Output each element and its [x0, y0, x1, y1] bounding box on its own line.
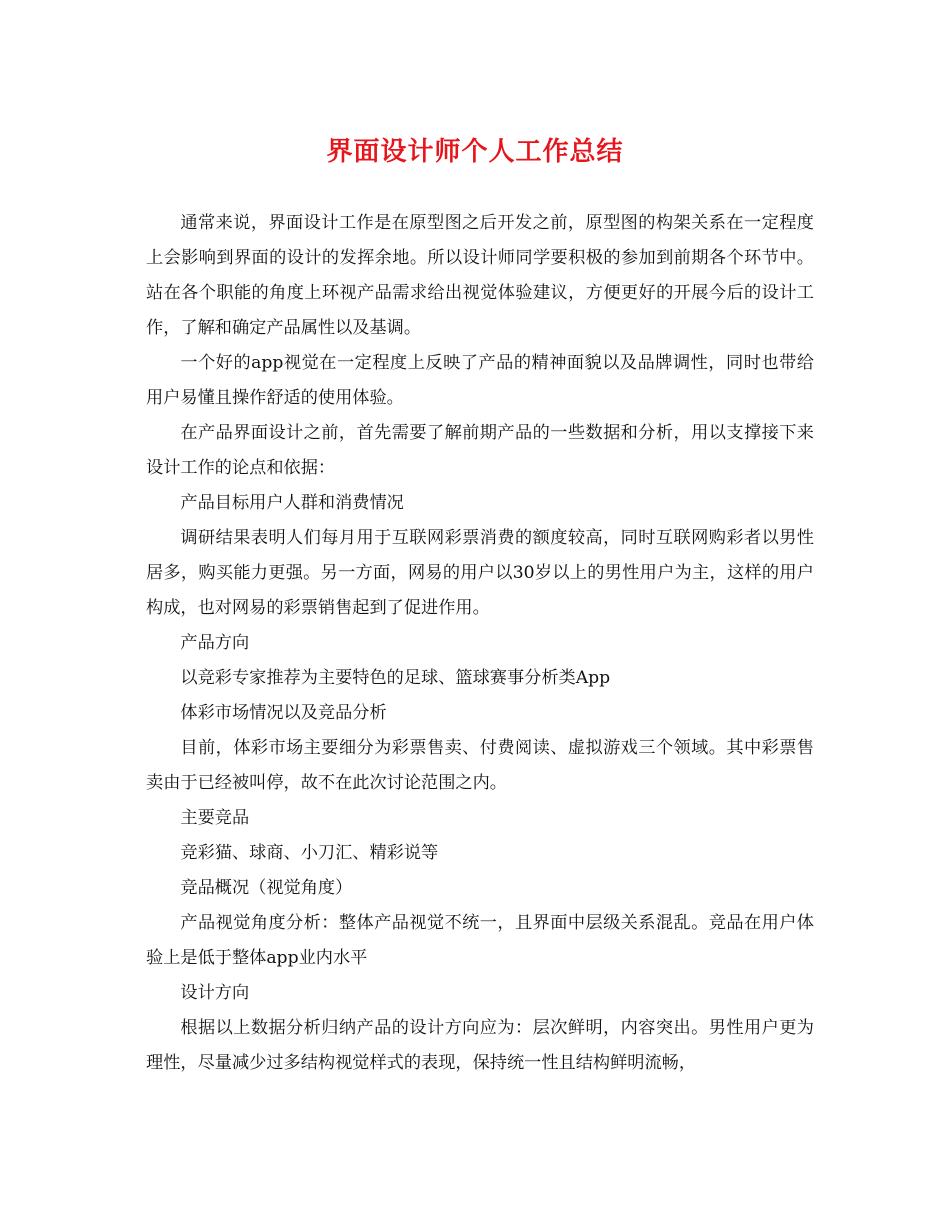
section-heading: 主要竞品 — [180, 808, 250, 828]
paragraph: 竞彩猫、球商、小刀汇、精彩说等 — [180, 843, 439, 863]
paragraph: 调研结果表明人们每月用于互联网彩票消费的额度较高，同时互联网购彩者以男性居多，购买能力更强。另一方面，网易的用户以30岁以上的男性用户为主，这样的用户构成，也对网易的彩票销售起到了促进作用。 — [146, 528, 814, 618]
paragraph: 根据以上数据分析归纳产品的设计方向应为：层次鲜明，内容突出。男性用户更为理性，尽量减少过多结构视觉样式的表现，保持统一性且结构鲜明流畅， — [146, 1018, 814, 1073]
document-body — [146, 206, 814, 1081]
paragraph: 一个好的app视觉在一定程度上反映了产品的精神面貌以及品牌调性，同时也带给用户易懂且操作舒适的使用体验。 — [146, 353, 814, 408]
paragraph: 以竞彩专家推荐为主要特色的足球、篮球赛事分析类App — [180, 668, 611, 688]
section-heading: 产品方向 — [180, 633, 250, 653]
section-heading: 设计方向 — [180, 983, 250, 1003]
document-title: 界面设计师个人工作总结 — [326, 137, 624, 167]
paragraph: 在产品界面设计之前，首先需要了解前期产品的一些数据和分析，用以支撑接下来设计工作的论点和依据： — [146, 423, 814, 478]
section-heading: 产品目标用户人群和消费情况 — [180, 493, 404, 513]
paragraph: 产品视觉角度分析：整体产品视觉不统一，且界面中层级关系混乱。竞品在用户体验上是低于整体app业内水平 — [146, 913, 814, 968]
section-heading: 竞品概况（视觉角度） — [180, 878, 353, 898]
paragraph: 目前，体彩市场主要细分为彩票售卖、付费阅读、虚拟游戏三个领域。其中彩票售卖由于已经被叫停，故不在此次讨论范围之内。 — [146, 738, 814, 793]
paragraph: 通常来说，界面设计工作是在原型图之后开发之前，原型图的构架关系在一定程度上会影响到界面的设计的发挥余地。所以设计师同学要积极的参加到前期各个环节中。站在各个职能的角度上环视产品需求给出视觉体验建议，方便更好的开展今后的设计工作，了解和确定产品属性以及基调。 — [146, 213, 814, 338]
section-heading: 体彩市场情况以及竞品分析 — [180, 703, 387, 723]
